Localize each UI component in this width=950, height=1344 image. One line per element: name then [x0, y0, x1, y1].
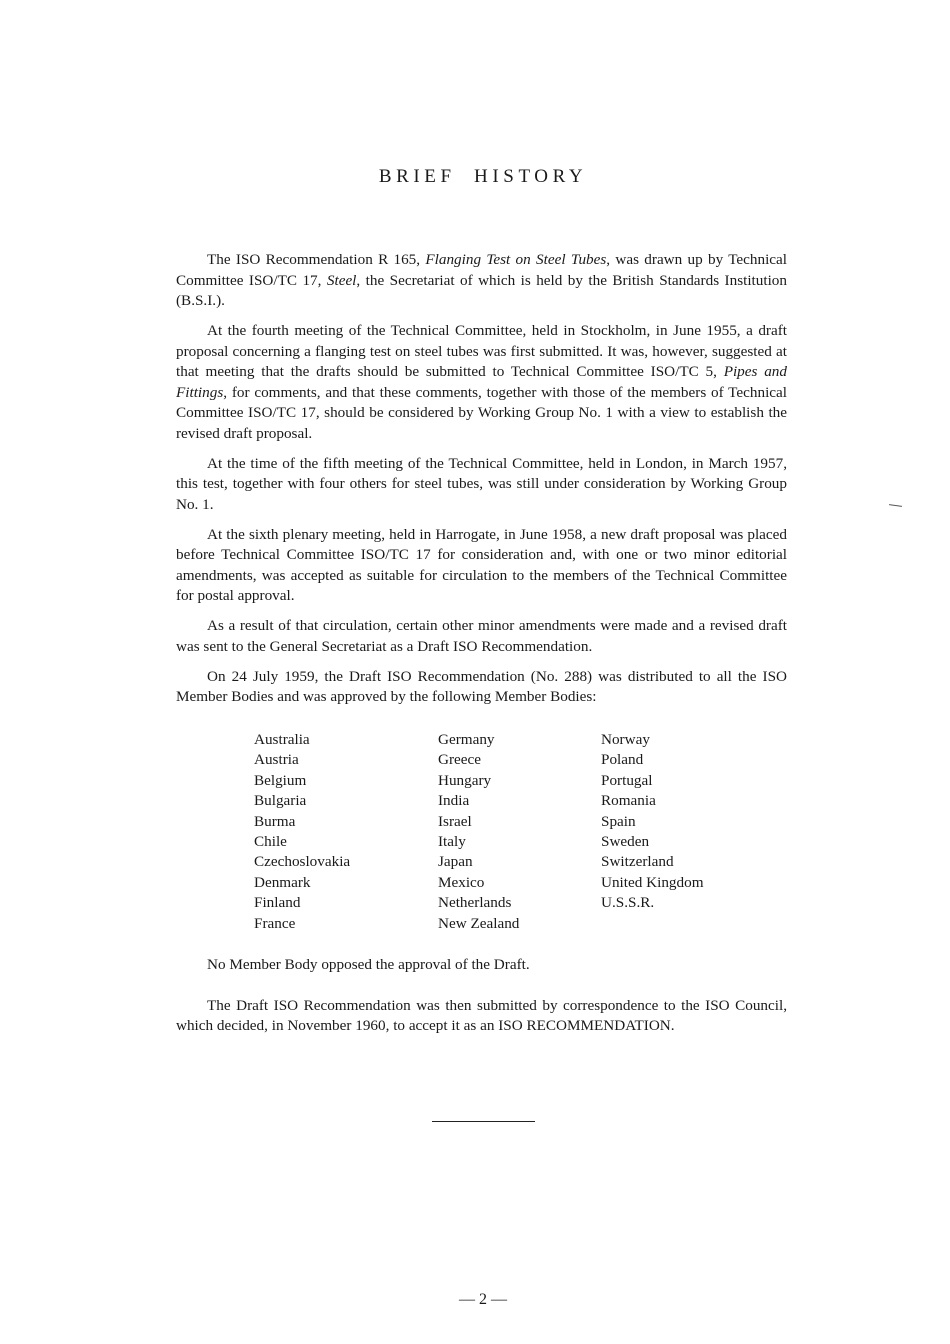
member-body-item: Israel: [438, 812, 472, 830]
paragraph: [176, 667, 787, 708]
member-bodies-list: [254, 730, 774, 936]
paragraph: [176, 454, 787, 516]
member-body-item: New Zealand: [438, 914, 520, 932]
text-run: , the Secretariat of which is held by the British Standards Institution (B.S.I.).: [176, 271, 787, 309]
text-run: As a result of that circulation, certain other minor amendments were made and a revised draft was sent to the General Secretariat as a Draft ISO Recommendation.: [176, 617, 787, 655]
member-bodies-column-1: [254, 730, 350, 934]
member-body-item: Hungary: [438, 771, 492, 789]
member-body-item: Finland: [254, 894, 301, 912]
text-run: , was drawn up by Technical Committee ISO/TC 17,: [176, 251, 788, 289]
text-run: The ISO Recommendation R 165,: [207, 251, 426, 268]
member-body-item: Germany: [438, 731, 495, 748]
member-body-item: Netherlands: [438, 894, 512, 912]
paragraph: [176, 525, 787, 607]
member-body-item: United Kingdom: [601, 873, 704, 891]
member-body-item: Italy: [438, 833, 466, 851]
italic-title-run: Steel: [326, 271, 357, 289]
italic-title-run: Flanging Test on Steel Tubes: [425, 251, 607, 268]
italic-title-run: Pipes and Fittings: [176, 363, 787, 401]
member-body-item: Austria: [254, 751, 299, 769]
member-body-item: Czechoslovakia: [254, 853, 351, 871]
closing-section: [176, 955, 787, 1046]
member-body-item: Japan: [438, 853, 473, 871]
paragraph: [176, 616, 787, 657]
text-run: On 24 July 1959, the Draft ISO Recommendation (No. 288) was distributed to all the ISO Member Bodies and was approved by the following Member Bodies:: [176, 667, 787, 705]
page-number: — 2 —: [459, 1291, 507, 1308]
scan-mark: [889, 504, 902, 507]
member-body-item: Greece: [438, 751, 481, 769]
member-body-item: Bulgaria: [254, 792, 307, 810]
paragraph: [176, 250, 787, 312]
text-run: , for comments, and that these comments, together with those of the members of Technical Committee ISO/TC 17, should be considered by Working Group No. 1 with a view to establish the revised draft proposal.: [176, 383, 787, 442]
member-body-item: Denmark: [254, 873, 311, 891]
member-bodies-column-2: [438, 730, 519, 934]
member-body-item: Chile: [254, 833, 287, 851]
member-body-item: France: [254, 914, 296, 932]
page-title: BRIEF HISTORY: [378, 166, 588, 187]
member-body-item: India: [438, 792, 470, 810]
text-run: At the fourth meeting of the Technical Committee, held in Stockholm, in June 1955, a draft proposal concerning a flanging test on steel tubes was first submitted. It was, however, suggested at that meeting that the drafts should be submitted to Technical Committee ISO/TC 5,: [176, 322, 787, 380]
member-body-item: U.S.S.R.: [601, 894, 655, 912]
paragraph: [176, 321, 787, 444]
final-statement: The Draft ISO Recommendation was then submitted by correspondence to the ISO Council, which decided, in November 1960, to accept it as an ISO RECOMMENDATION.: [176, 996, 787, 1034]
member-body-item: Burma: [254, 812, 296, 830]
text-run: At the sixth plenary meeting, held in Harrogate, in June 1958, a new draft proposal was placed before Technical Committee ISO/TC 17 for consideration and, with one or two minor editorial amendments, was accepted as suitable for circulation to the members of the Technical Committee for postal approval.: [176, 525, 787, 604]
member-body-item: Poland: [601, 751, 644, 769]
opposition-statement: No Member Body opposed the approval of the Draft.: [207, 956, 530, 973]
member-body-item: Portugal: [601, 771, 653, 789]
member-body-item: Mexico: [438, 873, 485, 891]
member-body-item: Australia: [254, 731, 310, 748]
section-divider: [432, 1121, 535, 1122]
member-body-item: Sweden: [601, 833, 650, 851]
member-body-item: Switzerland: [601, 853, 674, 871]
text-run: At the time of the fifth meeting of the Technical Committee, held in London, in March 1957, this test, together with four others for steel tubes, was still under consideration by Working Group No. 1.: [176, 454, 787, 513]
member-body-item: Norway: [601, 731, 650, 748]
member-bodies-column-3: [601, 730, 704, 914]
member-body-item: Belgium: [254, 771, 307, 789]
member-body-item: Spain: [601, 812, 636, 830]
member-body-item: Romania: [601, 792, 656, 810]
history-body: [176, 250, 787, 717]
